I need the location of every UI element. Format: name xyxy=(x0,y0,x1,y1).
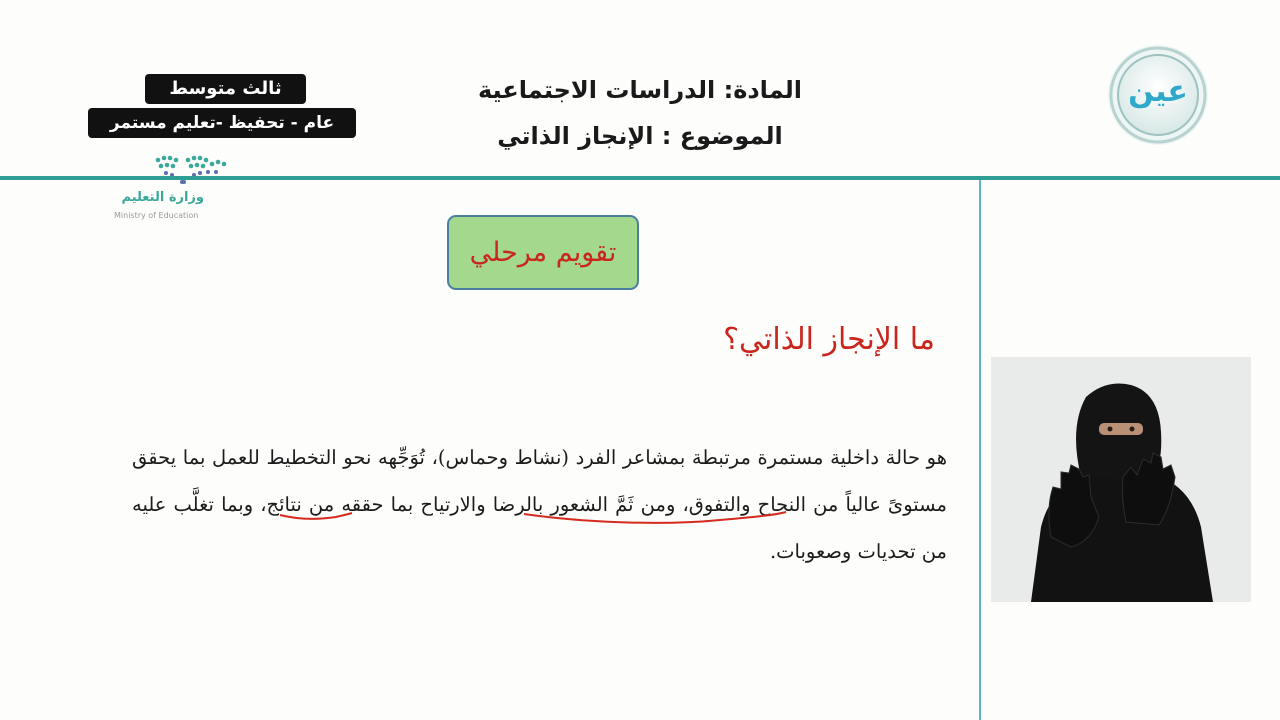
ministry-logo xyxy=(108,150,253,225)
underline-annotation-1 xyxy=(520,502,790,528)
ain-logo-text: عين xyxy=(1128,74,1188,109)
header-divider xyxy=(0,176,1280,180)
subject-title: المادة: الدراسات الاجتماعية xyxy=(477,76,803,104)
stage-evaluation-box xyxy=(447,215,639,290)
topic-title: الموضوع : الإنجاز الذاتي xyxy=(497,122,783,150)
grade-label: ثالث متوسط xyxy=(169,78,282,99)
lesson-question: ما الإنجاز الذاتي؟ xyxy=(723,322,935,357)
ministry-logo-icon xyxy=(108,150,253,190)
track-label: عام - تحفيظ -تعليم مستمر xyxy=(109,113,335,133)
ain-channel-logo xyxy=(1106,44,1210,146)
interpreter-figure xyxy=(991,357,1251,602)
underline-annotation-2 xyxy=(276,505,356,525)
definition-paragraph: هو حالة داخلية مستمرة مرتبطة بمشاعر الفرد (نشاط وحماس)، تُوَجِّهه نحو التخطيط للعمل بما يحقق مستوىً عالياً من النجاح والتفوق، ومن ثَمَّ الشعور بالرضا والارتياح بما حققه من نتائج، وبما تغلَّب عليه من تحديات وصعوبات. xyxy=(132,446,947,563)
ministry-name-ar: وزارة التعليم xyxy=(121,190,204,205)
sign-language-interpreter-video xyxy=(991,357,1251,602)
grade-badge xyxy=(145,74,306,104)
stage-evaluation-label: تقويم مرحلي xyxy=(469,237,617,268)
ministry-name-en: Ministry of Education xyxy=(114,211,199,220)
track-badge xyxy=(88,108,356,138)
vertical-divider xyxy=(979,180,981,720)
